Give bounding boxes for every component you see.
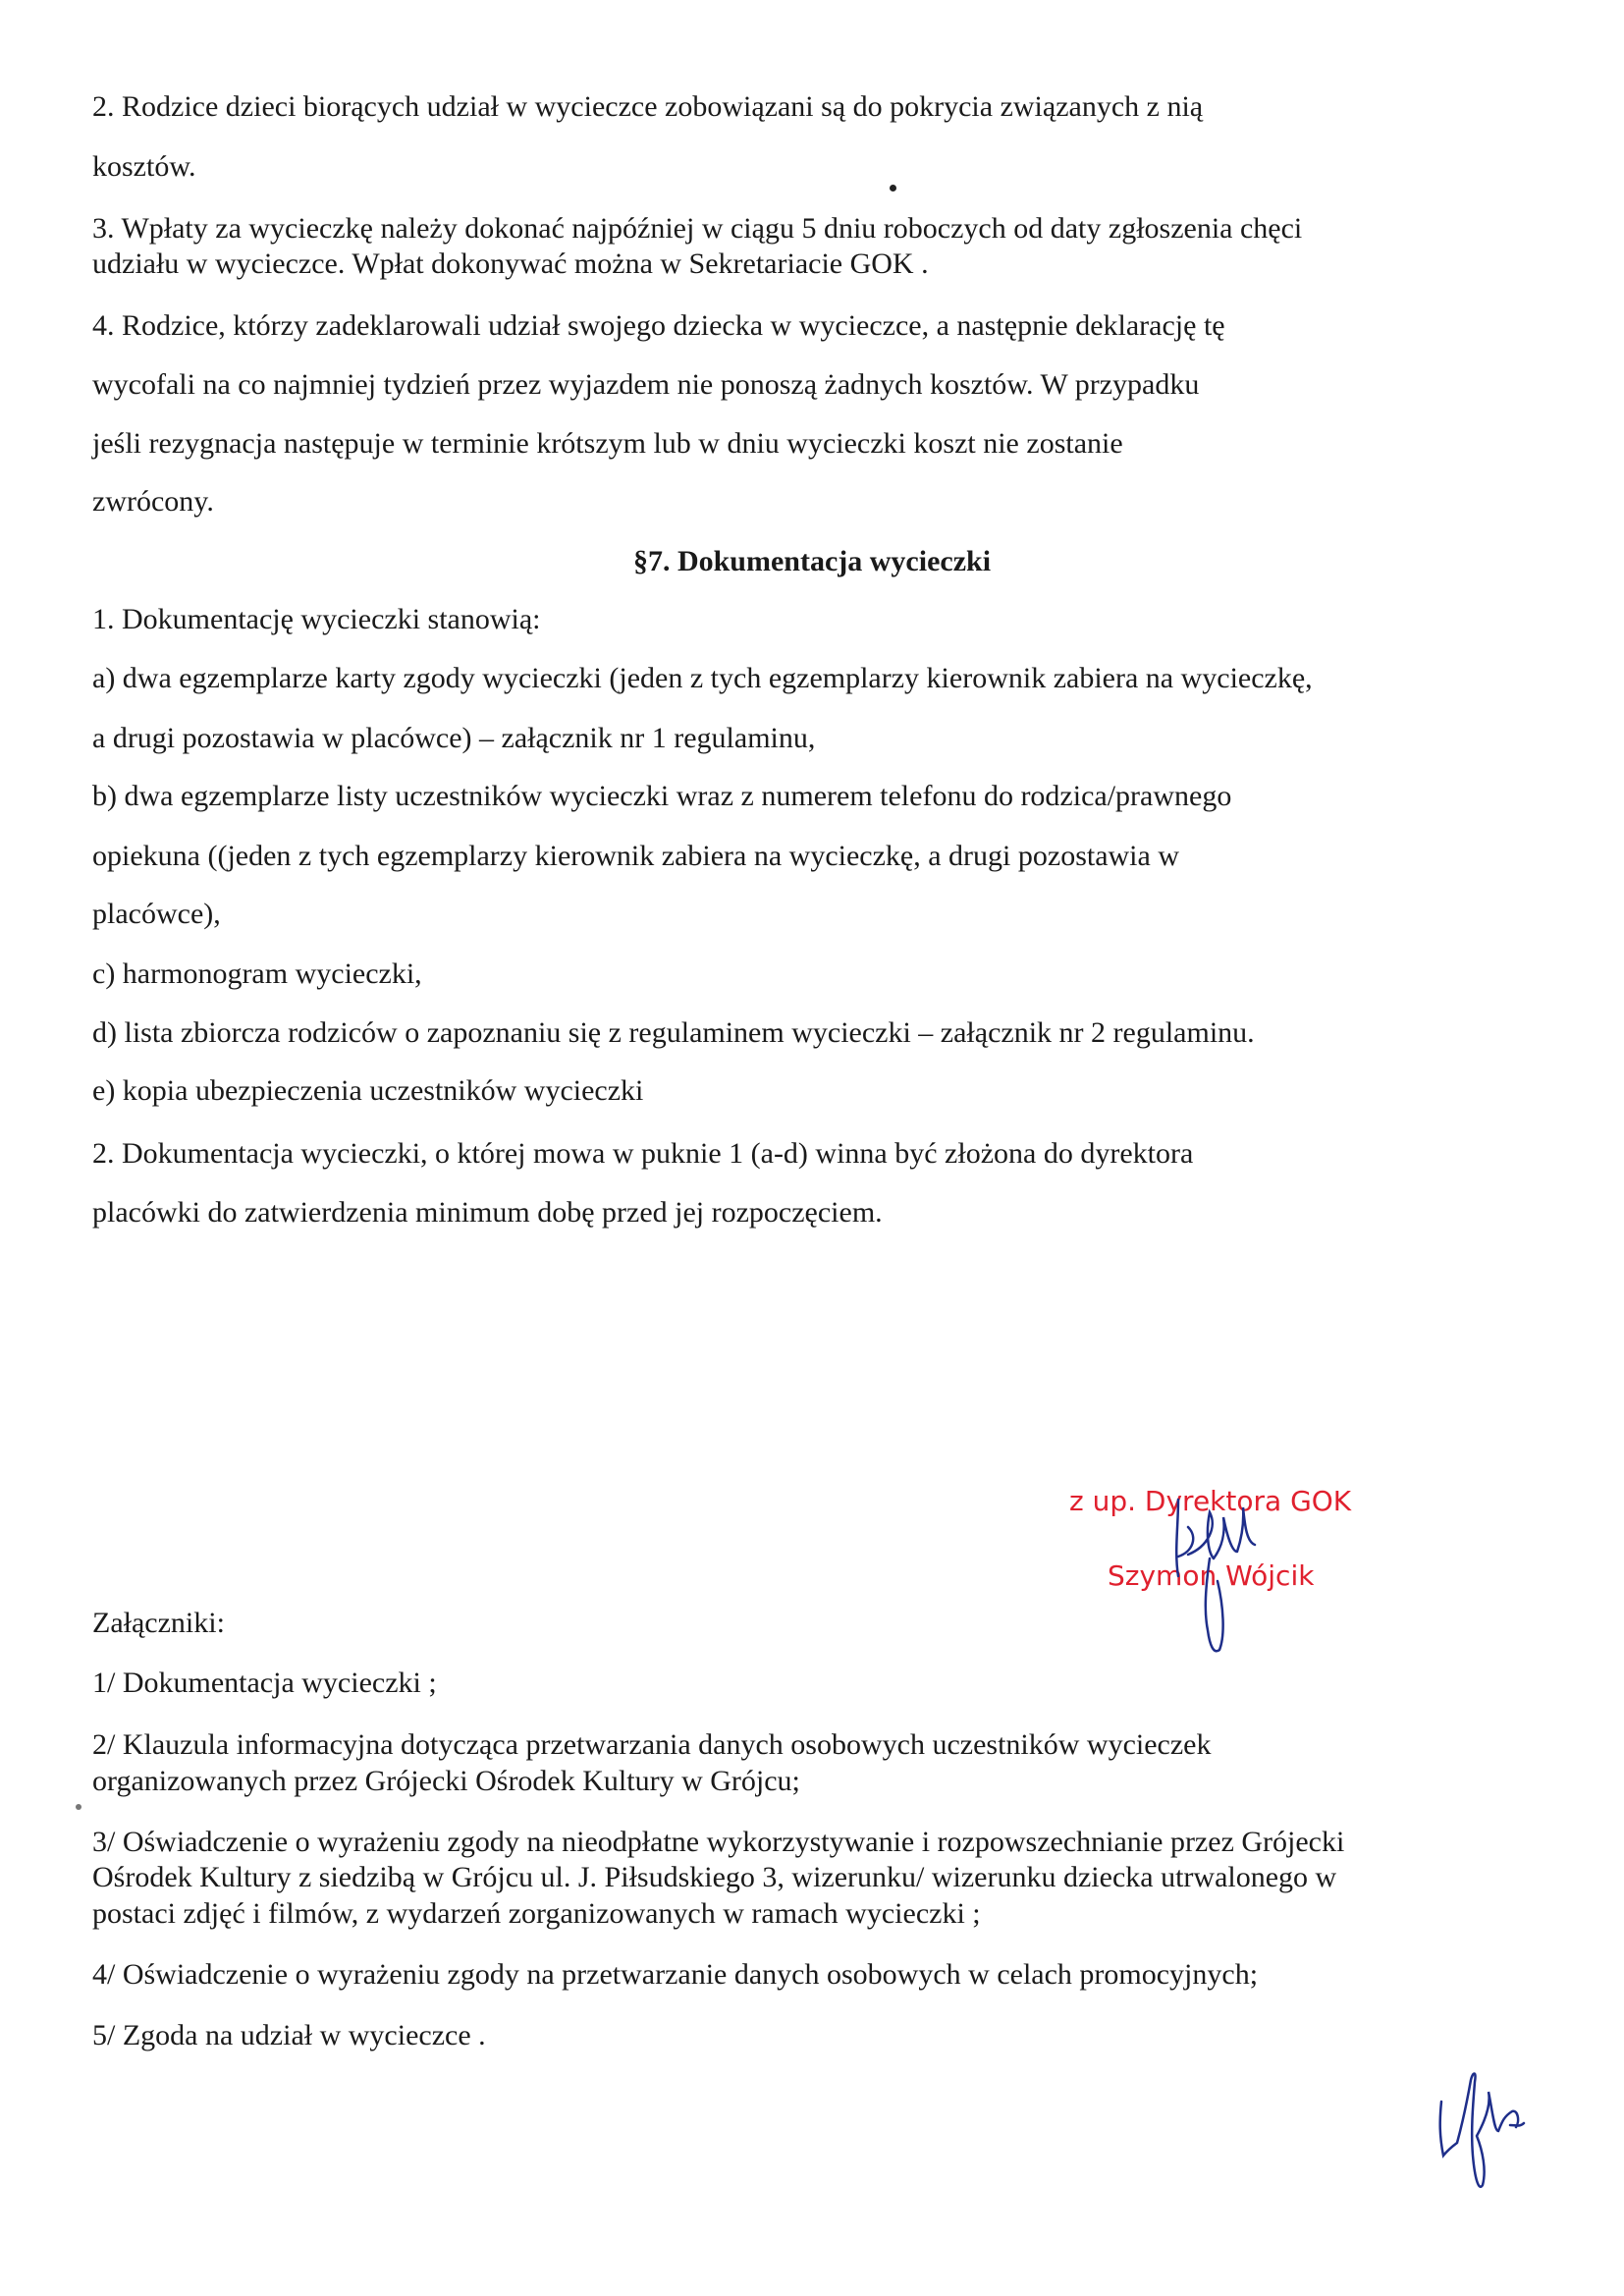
paragraph-2-line-1: 2. Rodzice dzieci biorących udział w wycieczce zobowiązani są do pokrycia związanych z nią: [92, 90, 1204, 123]
handwritten-signature-icon: [1149, 1498, 1286, 1669]
section-7-item-2-line-2: placówki do zatwierdzenia minimum dobę przed jej rozpoczęciem.: [92, 1196, 883, 1229]
speck-mark: [890, 185, 896, 191]
attachment-2-line-1: 2/ Klauzula informacyjna dotycząca przetwarzania danych osobowych uczestników wycieczek: [92, 1728, 1212, 1761]
attachment-3-line-3: postaci zdjęć i filmów, z wydarzeń zorganizowanych w ramach wycieczki ;: [92, 1897, 981, 1930]
paragraph-2-line-2: kosztów.: [92, 150, 196, 183]
attachments-heading: Załączniki:: [92, 1607, 225, 1639]
section-7-item-1: 1. Dokumentację wycieczki stanowią:: [92, 603, 541, 635]
stamp-line-1: z up. Dyrektora GOK: [1069, 1485, 1352, 1517]
section-7-item-c: c) harmonogram wycieczki,: [92, 957, 422, 990]
attachment-1: 1/ Dokumentacja wycieczki ;: [92, 1667, 437, 1699]
attachment-4: 4/ Oświadczenie o wyrażeniu zgody na przetwarzanie danych osobowych w celach promocyjnych;: [92, 1958, 1259, 1991]
section-7-item-2-line-1: 2. Dokumentacja wycieczki, o której mowa w puknie 1 (a-d) winna być złożona do dyrektora: [92, 1137, 1194, 1170]
section-7-item-a-line-2: a drugi pozostawia w placówce) – załącznik nr 1 regulaminu,: [92, 722, 816, 754]
section-7-item-d: d) lista zbiorcza rodziców o zapoznaniu się z regulaminem wycieczki – załącznik nr 2 regulaminu.: [92, 1016, 1255, 1049]
section-7-item-a-line-1: a) dwa egzemplarze karty zgody wycieczki (jeden z tych egzemplarzy kierownik zabiera na wycieczkę,: [92, 662, 1313, 694]
paragraph-4-line-4: zwrócony.: [92, 485, 214, 518]
speck-mark: [76, 1804, 81, 1810]
paragraph-3-line-2: udziału w wycieczce. Wpłat dokonywać można w Sekretariacie GOK .: [92, 247, 929, 280]
section-7-heading: §7. Dokumentacja wycieczki: [632, 545, 992, 577]
section-7-item-b-line-3: placówce),: [92, 898, 221, 930]
attachment-3-line-1: 3/ Oświadczenie o wyrażeniu zgody na nieodpłatne wykorzystywanie i rozpowszechnianie przez Grójecki: [92, 1826, 1345, 1858]
paragraph-4-line-3: jeśli rezygnacja następuje w terminie krótszym lub w dniu wycieczki koszt nie zostanie: [92, 427, 1123, 460]
paragraph-3-line-1: 3. Wpłaty za wycieczkę należy dokonać najpóźniej w ciągu 5 dniu roboczych od daty zgłoszenia chęci: [92, 212, 1303, 245]
attachment-5: 5/ Zgoda na udział w wycieczce .: [92, 2019, 486, 2051]
paragraph-4-line-2: wycofali na co najmniej tydzień przez wyjazdem nie ponoszą żadnych kosztów. W przypadku: [92, 368, 1200, 401]
section-7-item-b-line-2: opiekuna ((jeden z tych egzemplarzy kierownik zabiera na wycieczkę, a drugi pozostawia w: [92, 840, 1179, 872]
stamp-line-2: Szymon Wójcik: [1108, 1559, 1315, 1592]
paragraph-4-line-1: 4. Rodzice, którzy zadeklarowali udział swojego dziecka w wycieczce, a następnie deklarację tę: [92, 309, 1225, 342]
attachment-2-line-2: organizowanych przez Grójecki Ośrodek Kultury w Grójcu;: [92, 1765, 800, 1797]
handwritten-initials-icon: [1434, 2062, 1532, 2200]
attachment-3-line-2: Ośrodek Kultury z siedzibą w Grójcu ul. J. Piłsudskiego 3, wizerunku/ wizerunku dziecka utrwalonego w: [92, 1861, 1337, 1893]
section-7-item-b-line-1: b) dwa egzemplarze listy uczestników wycieczki wraz z numerem telefonu do rodzica/prawnego: [92, 780, 1232, 812]
section-7-item-e: e) kopia ubezpieczenia uczestników wycieczki: [92, 1074, 644, 1107]
